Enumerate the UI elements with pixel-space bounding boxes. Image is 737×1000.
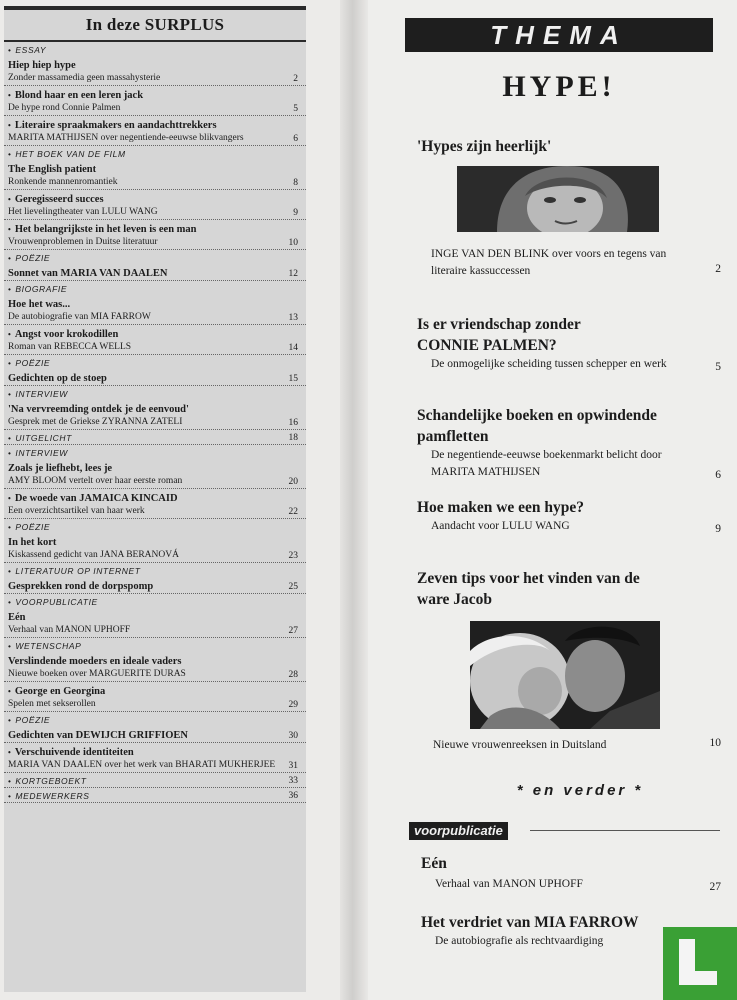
bullet-icon: • [8,330,11,339]
toc-subtitle: Nieuwe boeken over MARGUERITE DURAS [8,669,186,679]
toc-heading-text: Gedichten van DEWIJCH GRIFFIOEN [8,730,188,741]
toc-heading [8,726,298,742]
article-subtitle: Aandacht voor LULU WANG [431,520,570,532]
toc-heading [8,682,298,698]
toc-subtitle: MARIA VAN DAALEN over het werk van BHARATI MUKHERJEE [8,760,276,770]
toc-category [8,519,298,533]
toc-heading-text: In het kort [8,537,57,548]
thema-title: HYPE! [502,70,616,103]
bullet-icon: • [8,642,12,651]
thema-article-2[interactable] [417,314,721,373]
toc-category-label: INTERVIEW [15,389,68,399]
toc-item[interactable] [4,594,306,638]
toc-heading-text: Verschuivende identiteiten [14,747,134,758]
bullet-icon: • [8,195,11,204]
toc-subtitle: Ronkende mannenromantiek [8,177,118,187]
toc-category [8,638,298,652]
toc-heading-text: 'Na vervreemding ontdek je de eenvoud' [8,404,189,415]
toc-heading [8,264,298,280]
bullet-icon: • [8,777,12,786]
toc-page-number: 31 [288,761,298,771]
toc-subtitle: De hype rond Connie Palmen [8,103,121,113]
toc-item[interactable] [4,788,306,803]
toc-heading-text: Verslindende moeders en ideale vaders [8,656,182,667]
spine-gutter [340,0,368,1000]
verder-article-1[interactable] [421,853,721,893]
toc-subtitle: Roman van REBECCA WELLS [8,342,132,352]
thema-bar [405,18,713,52]
toc-heading [8,608,298,624]
toc-heading [8,116,298,132]
toc-page-number: 25 [288,582,298,592]
article-heading: Het verdriet van MIA FARROW [421,914,639,931]
bullet-icon: • [8,716,12,725]
toc-category [8,386,298,400]
toc-item[interactable] [4,250,306,281]
thema-article-5-body [433,737,721,754]
toc-page-number: 6 [293,134,298,144]
toc-category [8,563,298,577]
toc-page-number: 28 [288,670,298,680]
photo-kissing-couple [470,621,660,729]
toc-heading-text: Hoe het was... [8,299,71,310]
toc-subtitle: Verhaal van MANON UPHOFF [8,625,131,635]
toc-category [8,355,298,369]
bullet-icon: • [8,449,12,458]
toc-subtitle: MARITA MATHIJSEN over negentiende-eeuwse blikvangers [8,133,244,143]
toc-item[interactable] [4,445,306,489]
toc-item[interactable] [4,325,306,355]
toc-heading-text: Het belangrijkste in het leven is een man [14,224,197,235]
article-page: 9 [715,523,721,535]
bullet-icon: • [8,285,12,294]
toc-page-number: 5 [293,104,298,114]
bullet-icon: • [8,434,12,443]
toc-category-label: VOORPUBLICATIE [15,597,98,607]
toc-page-number: 30 [288,731,298,741]
toc-category-label: POËZIE [15,358,51,368]
bullet-icon: • [8,567,12,576]
toc-heading-text: The English patient [8,164,97,175]
article-page: 27 [709,881,721,893]
bullet-icon: • [8,494,11,503]
toc-heading [8,489,298,505]
toc-item[interactable] [4,712,306,743]
bullet-icon: • [8,748,11,757]
toc-subtitle: Spelen met sekserollen [8,699,96,709]
bullet-icon: • [8,359,12,368]
toc-heading [8,743,298,759]
article-heading: Zeven tips voor het vinden van de ware Jacob [417,570,640,608]
article-subtitle: Nieuwe vrouwenreeksen in Duitsland [433,739,607,751]
bullet-icon: • [8,46,12,55]
thema-article-1-body [431,246,721,280]
toc-category [8,281,298,295]
toc-category-label: WETENSCHAP [15,641,82,651]
bullet-icon: • [8,687,11,696]
toc-heading [8,160,298,176]
toc-page-number: 33 [288,776,298,786]
toc-item[interactable] [4,638,306,682]
toc-category-label: POËZIE [15,522,51,532]
section-rule [530,830,720,831]
toc-item[interactable] [4,386,306,430]
toc-subtitle: Het lievelingtheater van LULU WANG [8,207,158,217]
toc-item[interactable] [4,281,306,325]
toc-page-number: 20 [288,477,298,487]
toc-item[interactable] [4,116,306,146]
toc-category-label: BIOGRAFIE [15,284,68,294]
toc-page-number: 14 [288,343,298,353]
toc-item[interactable] [4,519,306,563]
bullet-icon: • [8,523,12,532]
bullet-icon: • [8,121,11,130]
toc-subtitle: Vrouwenproblemen in Duitse literatuur [8,237,158,247]
bullet-icon: • [8,254,12,263]
toc-category [8,445,298,459]
toc-category [8,250,298,264]
toc-item[interactable] [4,190,306,220]
toc-page-number: 27 [288,626,298,636]
toc-heading [8,577,298,593]
toc-item[interactable] [4,430,306,445]
toc-item[interactable] [4,355,306,386]
toc-page-number: 23 [288,551,298,561]
toc-page-number: 18 [288,433,298,443]
toc-category-label: MEDEWERKERS [15,791,90,801]
toc-title: In deze SURPLUS [85,15,225,34]
toc-item[interactable] [4,86,306,116]
toc-heading [8,220,298,236]
toc-category-label: KORTGEBOEKT [15,776,87,786]
thema-article-5[interactable] [417,568,721,610]
toc-category-label: ESSAY [15,45,47,55]
bullet-icon: • [8,598,12,607]
toc-heading-text: Geregisseerd succes [14,194,104,205]
toc-heading-text: Hiep hiep hype [8,60,76,71]
toc-item[interactable] [4,773,306,788]
toc-heading-text: Eén [8,612,26,623]
article-subtitle: INGE VAN DEN BLINK over voors en tegens van literaire kassuccessen [431,248,667,277]
toc-item[interactable] [4,743,306,773]
toc-page-number: 9 [293,208,298,218]
en-verder-separator: * en verder * [516,782,644,799]
toc-category-label: POËZIE [15,715,51,725]
thema-label: THEMA [490,20,628,50]
toc-heading-text: George en Georgina [14,686,106,697]
toc-heading-text: Gedichten op de stoep [8,373,107,384]
toc-category [8,594,298,608]
toc-item[interactable] [4,146,306,190]
toc-heading-text: De woede van JAMAICA KINCAID [14,493,178,504]
article-page: 2 [715,263,721,275]
toc-panel [4,6,306,992]
article-page: 5 [715,361,721,373]
toc-page-number: 2 [293,74,298,84]
toc-heading-text: Literaire spraakmakers en aandachttrekkers [14,120,217,131]
toc-heading [8,369,298,385]
toc-category-label: UITGELICHT [15,433,72,443]
bullet-icon: • [8,390,12,399]
toc-page-number: 15 [288,374,298,384]
couple-illustration-icon [470,621,660,729]
toc-page-number: 13 [288,313,298,323]
toc-item[interactable] [4,220,306,250]
article-heading: Is er vriendschap zonder CONNIE PALMEN? [417,316,581,354]
toc-heading [8,190,298,206]
article-subtitle: De negentiende-eeuwse boekenmarkt belicht door MARITA MATHIJSEN [431,449,662,478]
bullet-icon: • [8,225,11,234]
thema-article-4[interactable] [417,497,721,535]
toc-heading-text: Angst voor krokodillen [14,329,119,340]
toc-category [8,430,298,444]
toc-subtitle: Kiskassend gedicht van JANA BERANOVÁ [8,550,179,560]
toc-category-label: LITERATUUR OP INTERNET [15,566,141,576]
toc-heading-text: Zoals je liefhebt, lees je [8,463,113,474]
toc-heading [8,652,298,668]
toc-heading [8,400,298,416]
article-subtitle: Verhaal van MANON UPHOFF [435,878,583,890]
thema-article-1[interactable] [417,136,721,157]
store-logo [663,927,737,1000]
toc-category-label: INTERVIEW [15,448,68,458]
article-page: 6 [715,469,721,481]
voorpublicatie-label: voorpublicatie [409,822,508,840]
toc-titlebar [4,6,306,42]
toc-page-number: 36 [288,791,298,801]
article-page: 10 [709,737,721,749]
toc-page-number: 8 [293,178,298,188]
toc-item[interactable] [4,682,306,712]
toc-category [8,773,298,787]
bullet-icon: • [8,91,11,100]
bullet-icon: • [8,150,12,159]
thema-article-3[interactable] [417,405,721,481]
article-heading: Eén [421,855,447,872]
toc-heading [8,86,298,102]
article-heading: Hoe maken we een hype? [417,499,585,516]
toc-heading [8,56,298,72]
toc-heading-text: Blond haar en een leren jack [14,90,144,101]
toc-list [4,42,306,803]
toc-subtitle: Een overzichtsartikel van haar werk [8,506,145,516]
toc-subtitle: Gesprek met de Griekse ZYRANNA ZATELI [8,417,183,427]
toc-category [8,42,298,56]
toc-heading [8,325,298,341]
toc-page-number: 22 [288,507,298,517]
toc-heading-text: Gesprekken rond de dorpspomp [8,581,154,592]
toc-heading-text: Sonnet van MARIA VAN DAALEN [8,268,168,279]
toc-heading [8,459,298,475]
toc-item[interactable] [4,489,306,519]
toc-heading [8,295,298,311]
toc-category-label: POËZIE [15,253,51,263]
toc-page-number: 16 [288,418,298,428]
article-subtitle: De autobiografie als rechtvaardiging [435,935,604,947]
bullet-icon: • [8,792,12,801]
toc-category-label: HET BOEK VAN DE FILM [15,149,126,159]
article-subtitle: De onmogelijke scheiding tussen schepper en werk [431,358,667,370]
portrait-photo-icon [457,166,659,232]
toc-page-number: 29 [288,700,298,710]
photo-inge-van-den-blink [457,166,659,232]
toc-heading [8,533,298,549]
toc-subtitle: Zonder massamedia geen massahysterie [8,73,161,83]
toc-category [8,712,298,726]
toc-item[interactable] [4,42,306,86]
toc-category [8,788,298,802]
toc-item[interactable] [4,563,306,594]
article-heading: Schandelijke boeken en opwindende pamfletten [417,407,657,445]
toc-subtitle: De autobiografie van MIA FARROW [8,312,151,322]
toc-category [8,146,298,160]
article-heading: 'Hypes zijn heerlijk' [417,138,552,155]
toc-page-number: 12 [288,269,298,279]
toc-page-number: 10 [288,238,298,248]
toc-subtitle: AMY BLOOM vertelt over haar eerste roman [8,476,183,486]
